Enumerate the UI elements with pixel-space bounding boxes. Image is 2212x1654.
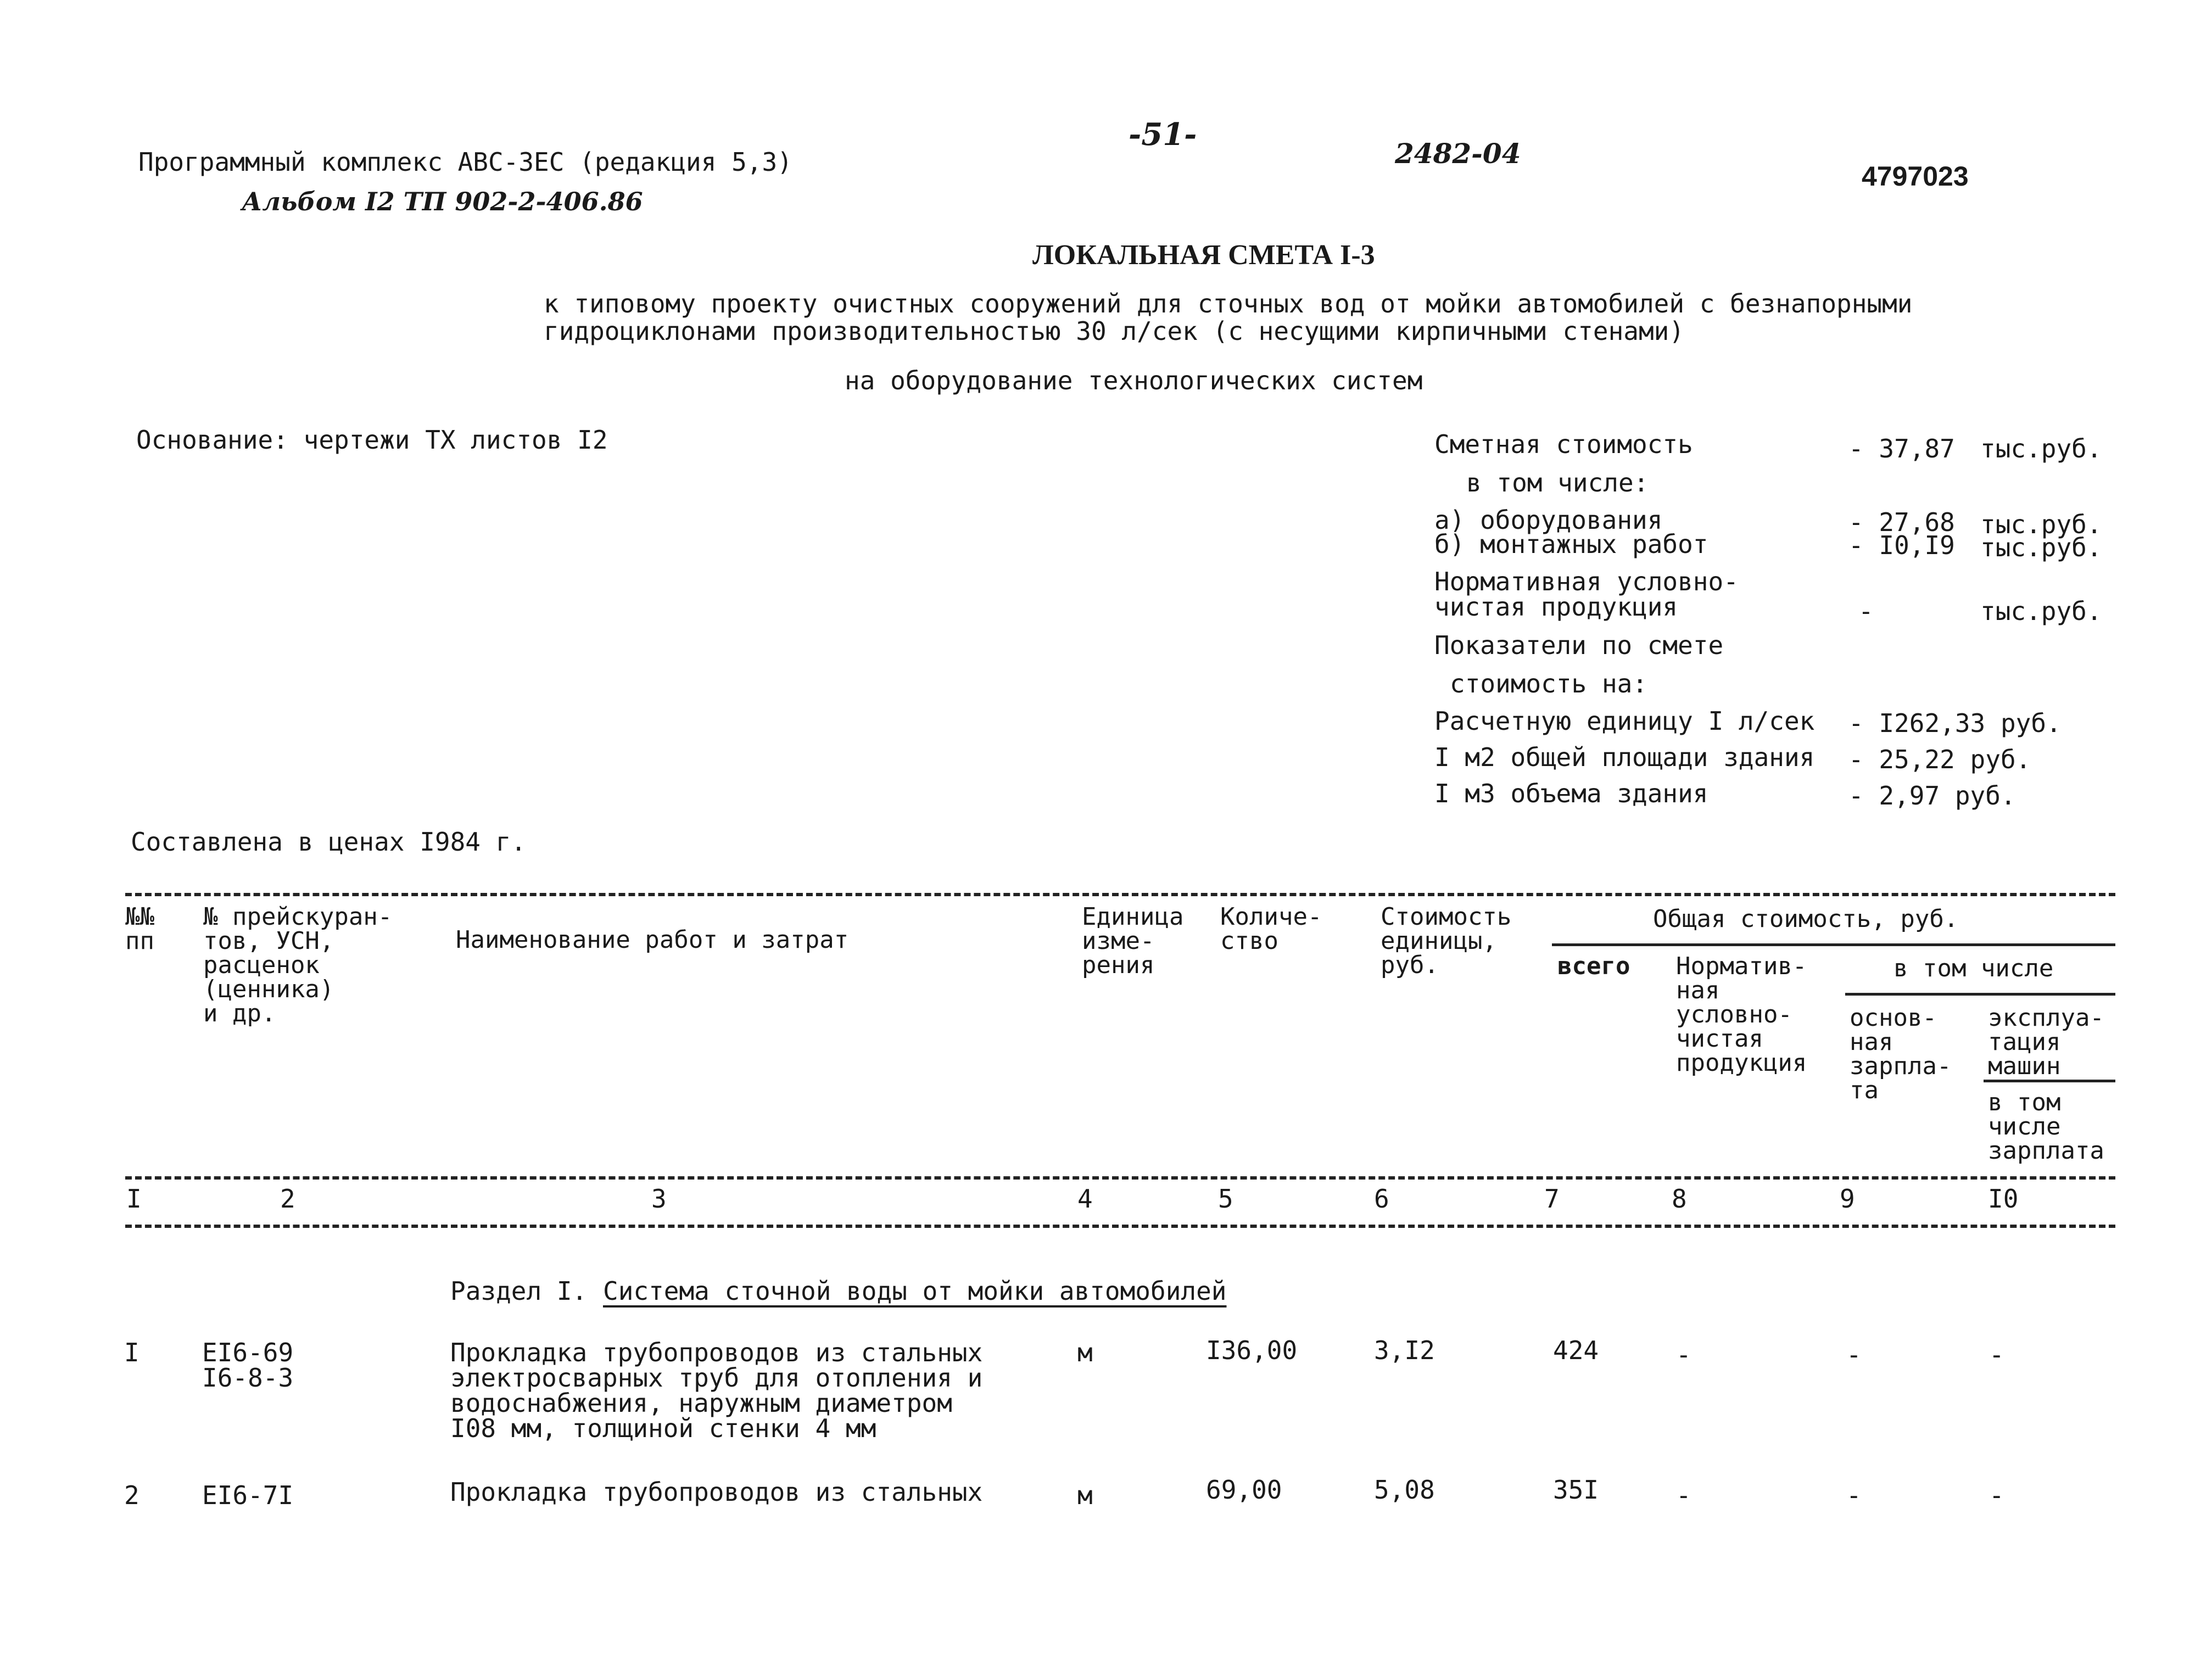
row-quantity: I36,00 <box>1206 1336 1298 1365</box>
header-col-3: Наименование работ и затрат <box>456 926 849 954</box>
per-unit-value: - I262,33 руб. <box>1848 708 2062 738</box>
including-label: в том числе: <box>1466 468 1649 498</box>
row-salary: - <box>1846 1480 1862 1510</box>
mounting-unit: тыс.руб. <box>1980 533 2102 562</box>
row-number: 2 <box>124 1480 139 1510</box>
header-col-10b: в том числе зарплата <box>1988 1088 2104 1165</box>
title-line-3: на оборудование технологических систем <box>845 366 1423 395</box>
colnum-bottom-line <box>125 1225 2115 1228</box>
per-volume-label: I м3 объема здания <box>1434 779 1708 808</box>
colnum-7: 7 <box>1544 1184 1560 1214</box>
header-total-title: Общая стоимость, руб. <box>1653 905 1959 933</box>
header-col-1: №№ пп <box>125 903 154 955</box>
row-code: EI6-7I <box>202 1480 294 1510</box>
document-number: 4797023 <box>1862 161 1969 192</box>
normative-label-1: Нормативная условно- <box>1434 567 1739 596</box>
page-number: -51- <box>1129 116 1197 153</box>
equipment-label: а) оборудования <box>1434 505 1663 535</box>
title-line-1: к типовому проекту очистных сооружений для сточных вод от мойки автомобилей с безнапорными <box>544 289 1913 318</box>
header-including: в том числе <box>1893 954 2054 982</box>
header-col-2: № прейскуран- тов, УСН, расценок (ценника) и др. <box>203 903 393 1027</box>
per-area-label: I м2 общей площади здания <box>1434 742 1815 772</box>
normative-value: - <box>1858 596 1874 626</box>
colnum-5: 5 <box>1218 1184 1233 1214</box>
basis: Основание: чертежи ТХ листов I2 <box>136 425 608 455</box>
colnum-3: 3 <box>651 1184 667 1214</box>
cost-unit: тыс.руб. <box>1980 434 2102 463</box>
title-line-2: гидроциклонами производительностью 30 л/сек (с несущими кирпичными стенами) <box>544 316 1685 346</box>
program-title: Программный комплекс АВС-ЗЕС (редакция 5,3) <box>138 147 792 177</box>
row-unit-price: 5,08 <box>1374 1475 1435 1505</box>
header-col-7: всего <box>1557 952 1630 980</box>
row-quantity: 69,00 <box>1206 1475 1282 1505</box>
colnum-4: 4 <box>1077 1184 1093 1214</box>
header-col-4: Единица изме- рения <box>1082 903 1184 979</box>
row-name: Прокладка трубопроводов из стальных <box>450 1477 983 1507</box>
document-code: 2482-04 <box>1395 137 1521 170</box>
header-divider-1 <box>1552 943 2115 946</box>
row-machines: - <box>1989 1480 2004 1510</box>
header-divider-3 <box>1984 1080 2115 1082</box>
header-bottom-line <box>125 1176 2115 1180</box>
row-normative: - <box>1676 1340 1691 1370</box>
section-prefix: Раздел I. <box>450 1276 588 1306</box>
row-total: 424 <box>1553 1336 1599 1365</box>
row-machines: - <box>1989 1340 2004 1370</box>
section-name: Система сточной воды от мойки автомобилей <box>603 1276 1227 1306</box>
indicators-label-2: стоимость на: <box>1450 669 1648 699</box>
table-top-line <box>125 893 2115 896</box>
row-unit: м <box>1077 1338 1093 1367</box>
row-name: Прокладка трубопроводов из стальных электросварных труб для отопления и водоснабжения, наружным диаметром I08 мм, толщиной стенки 4 мм <box>450 1338 983 1443</box>
normative-label-2: чистая продукция <box>1434 592 1678 622</box>
per-volume-value: - 2,97 руб. <box>1848 781 2016 811</box>
colnum-6: 6 <box>1374 1184 1389 1214</box>
prices-year: Составлена в ценах I984 г. <box>131 827 527 857</box>
header-col-9: основ- ная зарпла- та <box>1850 1004 1952 1104</box>
per-area-value: - 25,22 руб. <box>1848 745 2031 774</box>
colnum-8: 8 <box>1672 1184 1687 1214</box>
cost-label: Сметная стоимость <box>1434 429 1693 459</box>
header-divider-2 <box>1845 993 2115 996</box>
row-total: 35I <box>1553 1475 1599 1505</box>
per-unit-label: Расчетную единицу I л/сек <box>1434 706 1815 736</box>
header-col-5: Количе- ство <box>1220 903 1322 955</box>
colnum-2: 2 <box>280 1184 295 1214</box>
row-unit-price: 3,I2 <box>1374 1336 1435 1365</box>
header-col-6: Стоимость единицы, руб. <box>1381 903 1512 979</box>
mounting-value: - I0,I9 <box>1848 530 1955 560</box>
mounting-label: б) монтажных работ <box>1434 529 1708 559</box>
album-note: Альбом I2 ТП 902-2-406.86 <box>242 187 643 216</box>
colnum-10: I0 <box>1988 1184 2019 1214</box>
row-unit: м <box>1077 1480 1093 1510</box>
colnum-1: I <box>126 1184 142 1214</box>
cost-value: - 37,87 <box>1848 434 1955 463</box>
header-col-8: Норматив- ная условно- чистая продукция <box>1676 952 1807 1077</box>
row-code: EI6-69 I6-8-3 <box>202 1338 294 1393</box>
equipment-value: - 27,68 <box>1848 507 1955 537</box>
row-number: I <box>124 1338 139 1367</box>
normative-unit: тыс.руб. <box>1980 596 2102 626</box>
header-col-10: эксплуа- тация машин <box>1988 1004 2104 1080</box>
row-normative: - <box>1676 1480 1691 1510</box>
row-salary: - <box>1846 1340 1862 1370</box>
colnum-9: 9 <box>1840 1184 1855 1214</box>
equipment-unit: тыс.руб. <box>1980 510 2102 539</box>
estimate-title: ЛОКАЛЬНАЯ СМЕТА I-3 <box>1032 239 1375 271</box>
indicators-label-1: Показатели по смете <box>1434 630 1724 660</box>
